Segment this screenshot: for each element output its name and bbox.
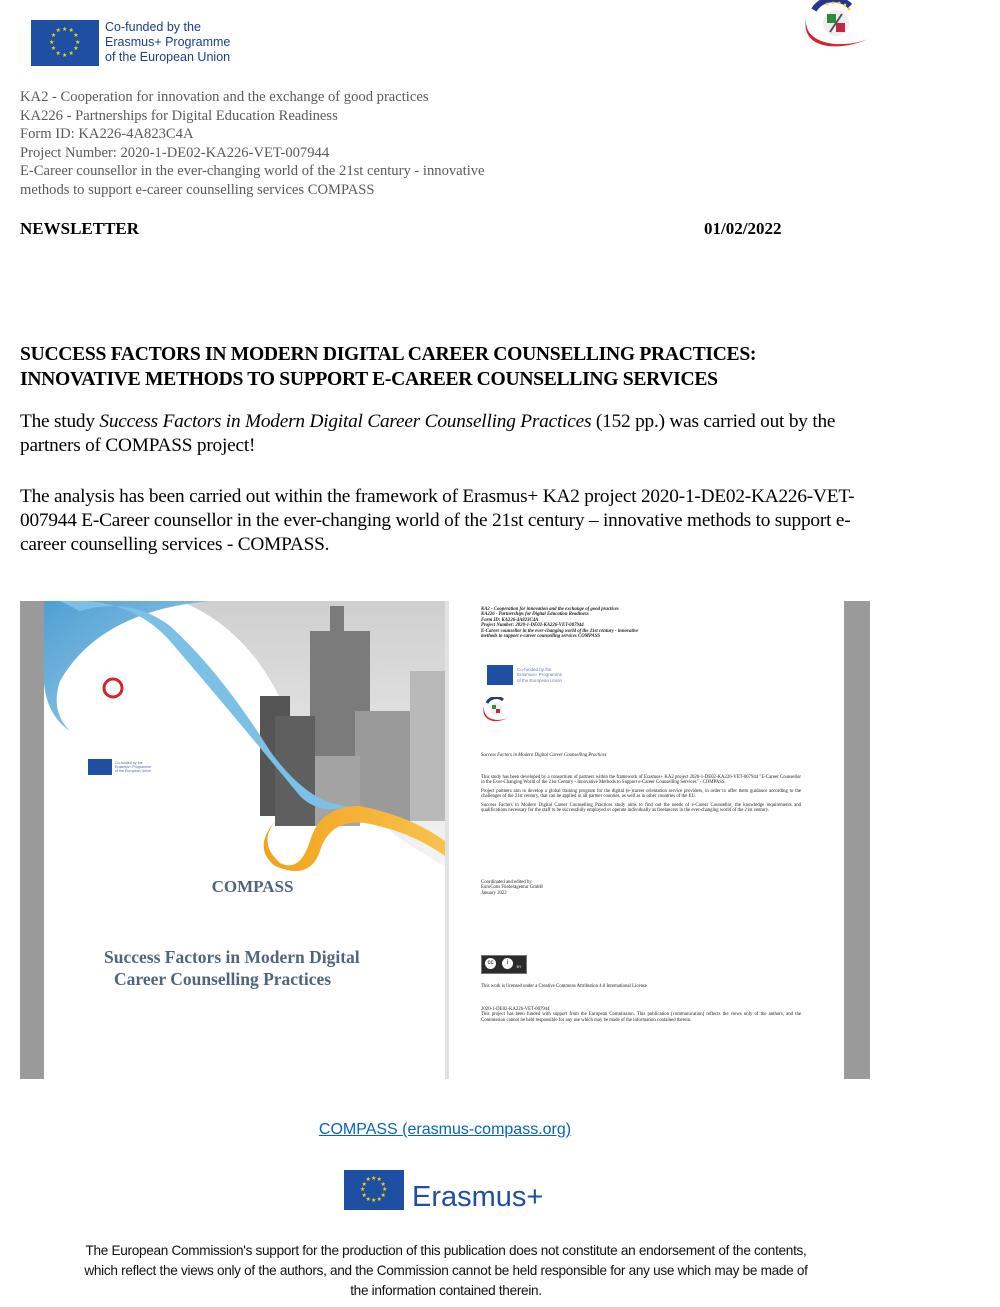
coordinated-line: EuroCons Förderagentur GmbH xyxy=(481,885,543,891)
headline-line: SUCCESS FACTORS IN MODERN DIGITAL CAREER COUNSELLING PRACTICES: xyxy=(20,344,757,365)
inner-project-number: 2020-1-DE02-KA226-VET-007944 xyxy=(481,1007,550,1012)
newsletter-label: NEWSLETTER xyxy=(20,219,140,238)
headline-line: INNOVATIVE METHODS TO SUPPORT E-CAREER COUNSELLING SERVICES xyxy=(20,369,718,390)
eu-logo-line: of the European Union xyxy=(105,50,231,64)
intro-prefix: The study xyxy=(20,411,100,432)
disclaimer-line: the information contained therein. xyxy=(350,1283,542,1298)
inner-header-line: Project Number: 2020-1-DE02-KA226-VET-007944 xyxy=(481,623,584,629)
inner-study-title: Success Factors in Modern Digital Career Counselling Practices xyxy=(481,753,607,758)
disclaimer-line: The European Commission's support for the production of this publication does not constitute an endorsement of the contents, xyxy=(85,1243,807,1258)
eu-star-icon: ★ xyxy=(360,1187,366,1193)
eu-star-icon: ★ xyxy=(49,39,55,46)
cover-project-name: COMPASS xyxy=(211,877,294,896)
cover-eu-text xyxy=(115,761,151,773)
project-info-line: methods to support e-career counselling services COMPASS xyxy=(20,181,375,198)
project-info-line: Form ID: KA226-4A823C4A xyxy=(20,126,194,143)
cc-by-badge-icon xyxy=(481,955,527,974)
coordinated-line: January 2022 xyxy=(481,890,507,896)
page-margin-bar xyxy=(844,601,870,1079)
eu-star-icon: ★ xyxy=(55,50,61,57)
eu-star-icon: ★ xyxy=(380,1181,386,1188)
inner-eu-line: Co-funded by the xyxy=(517,666,552,672)
inner-header-line: KA226 - Partnerships for Digital Education Readiness xyxy=(481,612,589,618)
inner-eu-line: Erasmus+ Programme xyxy=(517,672,563,678)
eu-star-icon: ★ xyxy=(371,1198,377,1204)
inner-body xyxy=(481,775,801,816)
project-info-line: KA2 - Cooperation for innovation and the exchange of good practices xyxy=(20,89,429,105)
inner-page-image xyxy=(445,601,870,1079)
eu-star-icon: ★ xyxy=(73,46,79,52)
inner-eu-logo xyxy=(487,665,562,685)
cover-title-line: Success Factors in Modern Digital xyxy=(104,947,360,967)
eu-star-icon: ★ xyxy=(380,1192,386,1199)
eu-disclaimer xyxy=(0,1241,892,1301)
erasmus-plus-logo xyxy=(344,1170,544,1213)
cover-eu-logo xyxy=(88,759,151,775)
eu-flag-icon xyxy=(88,759,112,775)
compass-website-link[interactable]: COMPASS (erasmus-compass.org) xyxy=(318,1121,572,1138)
eu-star-icon: ★ xyxy=(50,33,57,39)
eu-star-icon: ★ xyxy=(361,1192,367,1199)
inner-body-paragraph: This study has been developed by a consortium of partners within the framework of Erasmus+ KA2 project 2020-1-DE02-KA226-VET-007944 "E-Career Counsellor in the Ever-Changing World of the 21st Century - Innovative Methods to Support e-Career Counselling Services" - COMPASS. xyxy=(481,775,801,786)
by-label: BY xyxy=(516,965,522,969)
cover-artwork xyxy=(20,601,445,1079)
eu-star-icon: ★ xyxy=(62,52,68,59)
book-cover-image xyxy=(20,601,445,1079)
inner-funding xyxy=(481,1007,801,1023)
project-info-line: KA226 - Partnerships for Digital Education Readiness xyxy=(20,107,338,124)
page-edge xyxy=(445,601,449,1079)
eu-star-icon: ★ xyxy=(62,26,68,33)
eu-stars xyxy=(50,28,80,58)
inner-eu-line: of the European Union xyxy=(517,677,563,683)
cover-spine xyxy=(20,601,44,1079)
eu-star-icon: ★ xyxy=(376,1196,382,1203)
project-info xyxy=(20,88,580,200)
cover-title-line: Career Counselling Practices xyxy=(114,969,332,989)
eu-star-icon: ★ xyxy=(55,28,61,35)
inner-header-line: Form ID: KA226-4A823C4A xyxy=(481,617,539,623)
eu-flag-icon xyxy=(487,665,513,685)
eu-star-icon: ★ xyxy=(68,28,74,35)
inner-page-header xyxy=(481,607,638,639)
project-info-line: E-Career counsellor in the ever-changing world of the 21st century - innovative xyxy=(20,163,485,180)
cover-eu-line: Erasmus+ Programme xyxy=(115,765,152,769)
eu-star-icon: ★ xyxy=(376,1177,382,1184)
coordinated-line: Coordinated and edited by xyxy=(481,880,532,885)
eu-flag-icon xyxy=(31,20,99,66)
attribution-icon: i xyxy=(502,958,513,969)
eu-flag-icon xyxy=(344,1170,404,1210)
disclaimer-line: which reflect the views only of the authors, and the Commission cannot be held responsible for any use which may be made of xyxy=(84,1263,808,1278)
eu-star-icon: ★ xyxy=(73,33,79,39)
eu-logo-text xyxy=(105,20,230,65)
eu-star-icon: ★ xyxy=(371,1176,377,1182)
compass-logo-icon xyxy=(800,0,872,50)
intro-suffix: (152 pp.) was carried out by the partners of COMPASS project! xyxy=(20,411,836,456)
inner-header-line: E-Career counsellor in the ever-changing world of the 21st century - innovative xyxy=(481,628,639,634)
erasmus-plus-label: Erasmus+ xyxy=(412,1181,544,1213)
eu-star-icon: ★ xyxy=(361,1181,367,1188)
eu-star-icon: ★ xyxy=(50,46,57,52)
project-info-line: Project Number: 2020-1-DE02-KA226-VET-007944 xyxy=(20,144,330,161)
eu-logo-line: Erasmus+ Programme xyxy=(105,35,231,49)
compass-logo-icon xyxy=(481,697,511,723)
newsletter-date: 01/02/2022 xyxy=(704,219,782,238)
inner-coordinated-by xyxy=(481,880,543,896)
cc-icon: cc xyxy=(485,958,496,969)
eu-cofunded-logo xyxy=(30,15,325,70)
cover-eu-line: of the European Union xyxy=(115,769,151,773)
eu-star-icon: ★ xyxy=(75,39,81,46)
analysis-paragraph: The analysis has been carried out within the framework of Erasmus+ KA2 project 2020-1-DE02-KA226-VET-007944 E-Career counsellor in the ever-changing world of the 21st century – innovative methods to support e-career counselling services - COMPASS. xyxy=(20,486,855,555)
inner-funding-text: This project has been funded with support from the European Commission. This publication [communication] reflects the views only of the authors, and the Commission cannot be held responsible for any use which may be made of the information contained therein. xyxy=(481,1012,801,1023)
inner-body-paragraph: Project partners aim to develop a global training program for the digital (e-)career orientation service providers, in order to offer them guidance according to the challenges of the 21st century, that can be applied in all partner counties, as well as in other countries of the EU. xyxy=(481,788,801,800)
eu-star-icon: ★ xyxy=(68,50,74,57)
eu-star-icon: ★ xyxy=(382,1187,388,1193)
eu-stars xyxy=(361,1177,387,1203)
intro-paragraph xyxy=(20,410,900,458)
cover-eu-line: Co-funded by the xyxy=(115,761,143,765)
eu-star-icon: ★ xyxy=(365,1196,371,1203)
eu-star-icon: ★ xyxy=(365,1177,371,1184)
cover-title xyxy=(104,946,360,990)
inner-header-line: KA2 - Cooperation for innovation and the exchange of good practices xyxy=(481,607,619,612)
inner-license-text: This work is licensed under a Creative Commons Attribution 4.0 International License xyxy=(481,984,647,989)
study-title: Success Factors in Modern Digital Career Counselling Practices xyxy=(99,411,592,432)
inner-body-paragraph: Success Factors in Modern Digital Career Counselling Practices study aims to find out the needs of e-Career Counsellor, the knowledge requirements and qualifications necessary for the staff to be successfully employed or operate individually as freelancers in the ever-changing world of the 21st century. xyxy=(481,802,801,814)
eu-logo-line: Co-funded by the xyxy=(105,20,201,34)
inner-eu-text xyxy=(517,667,562,683)
inner-header-line: methods to support e-career counselling services COMPASS xyxy=(481,634,601,640)
headline xyxy=(20,342,900,392)
